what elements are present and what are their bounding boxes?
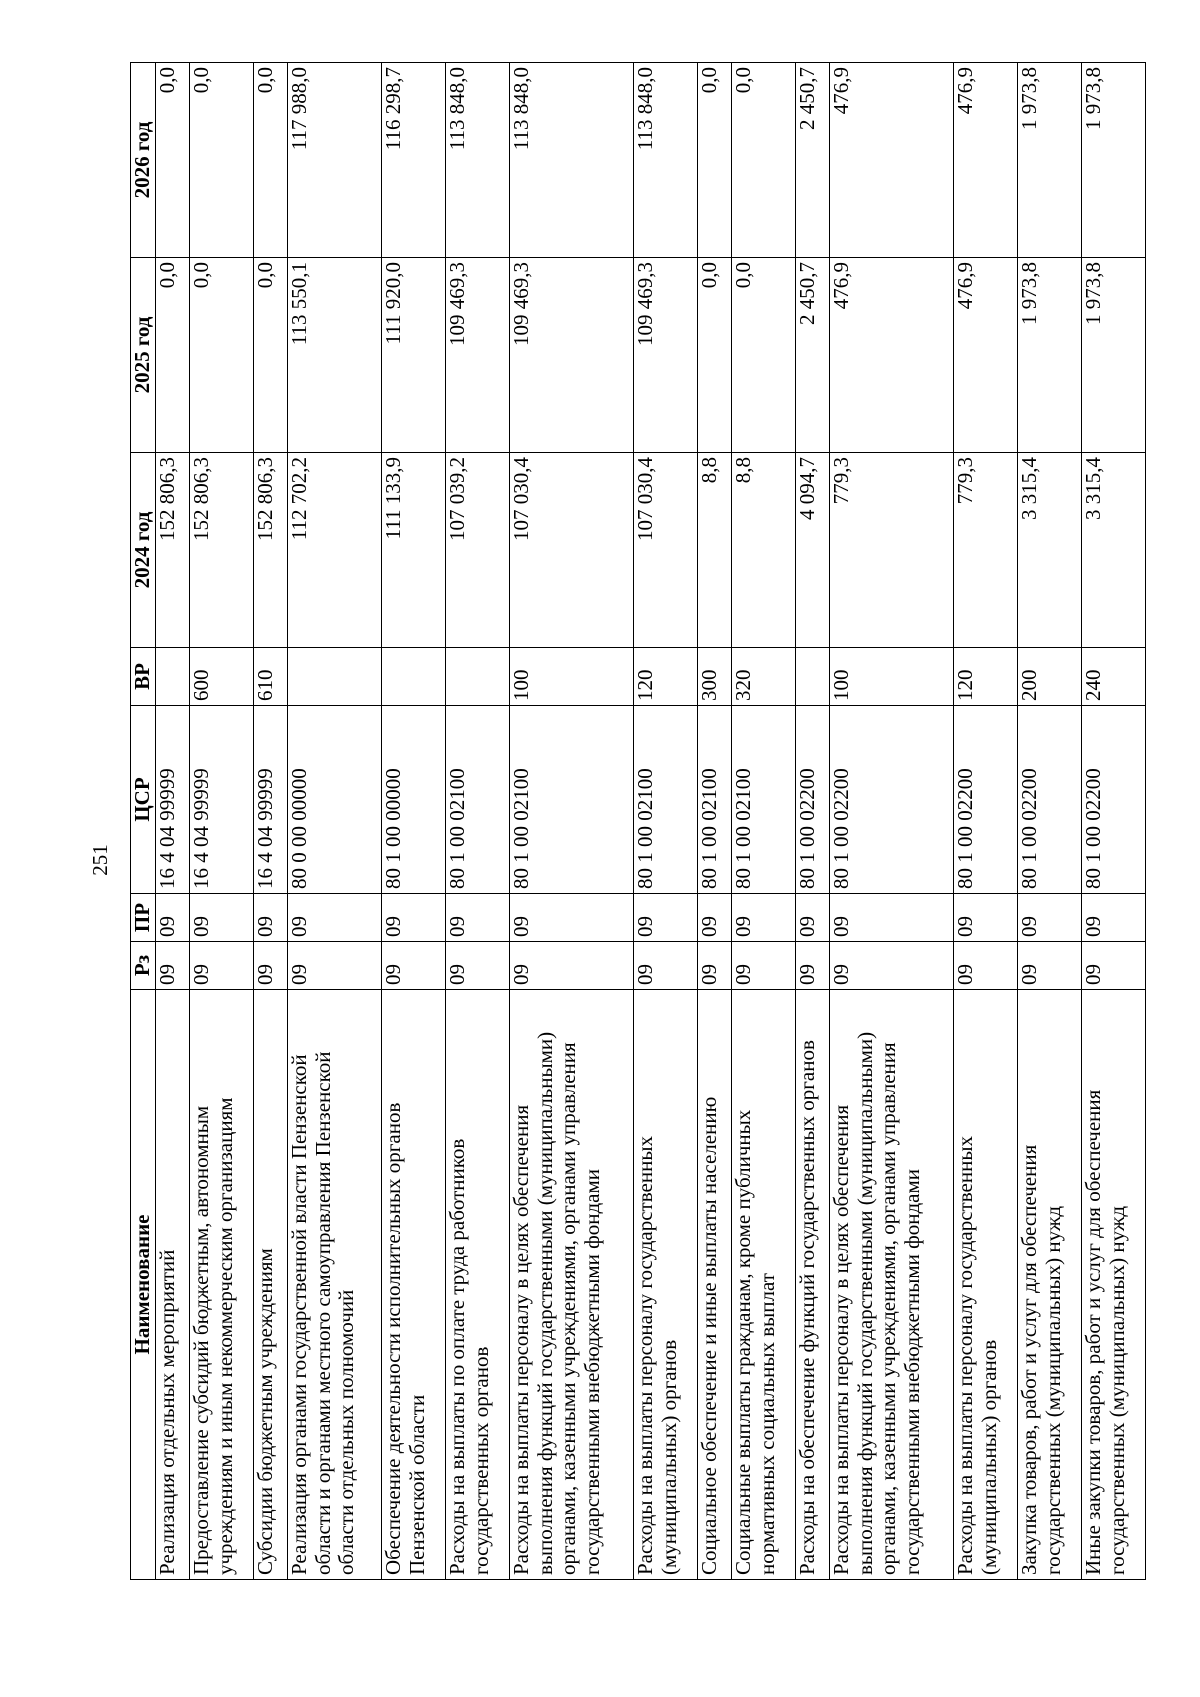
table-row [1018,63,1082,1580]
cell-2026: 117 988,0 [288,63,382,258]
cell-name: Расходы на выплаты по оплате труда работников государственных органов [446,990,510,1580]
cell-2026: 0,0 [190,63,254,258]
budget-table-container [130,62,1129,1580]
cell-2024: 111 133,9 [382,453,446,648]
cell-2026: 113 848,0 [634,63,698,258]
table-row [156,63,190,1580]
cell-vr [796,648,830,706]
cell-2025: 111 920,0 [382,258,446,453]
cell-vr: 240 [1082,648,1146,706]
header-2025: 2025 год [131,258,156,453]
cell-rz: 09 [796,942,830,990]
cell-pr: 09 [254,894,288,942]
cell-2026: 0,0 [156,63,190,258]
cell-csr: 16 4 04 99999 [254,706,288,894]
header-pr: ПР [131,894,156,942]
cell-2024: 3 315,4 [1082,453,1146,648]
cell-2024: 8,8 [698,453,732,648]
cell-2025: 0,0 [254,258,288,453]
cell-rz: 09 [156,942,190,990]
cell-rz: 09 [288,942,382,990]
header-csr: ЦСР [131,706,156,894]
header-2024: 2024 год [131,453,156,648]
cell-pr: 09 [830,894,954,942]
cell-csr: 80 1 00 02200 [830,706,954,894]
cell-2024: 779,3 [830,453,954,648]
cell-rz: 09 [254,942,288,990]
cell-2025: 476,9 [830,258,954,453]
cell-csr: 80 1 00 00000 [382,706,446,894]
table-row [446,63,510,1580]
cell-rz: 09 [732,942,796,990]
cell-2026: 476,9 [954,63,1018,258]
table-row [954,63,1018,1580]
cell-pr: 09 [156,894,190,942]
header-name: Наименование [131,990,156,1580]
cell-name: Расходы на выплаты персоналу в целях обеспечения выполнения функций государственными (муниципальными) органами, казенными учреждениями, органами управления государственными внебюджетными фондами [510,990,634,1580]
cell-pr: 09 [954,894,1018,942]
cell-name: Обеспечение деятельности исполнительных органов Пензенской области [382,990,446,1580]
cell-2026: 116 298,7 [382,63,446,258]
header-vr: ВР [131,648,156,706]
cell-2024: 152 806,3 [254,453,288,648]
cell-pr: 09 [634,894,698,942]
cell-pr: 09 [1082,894,1146,942]
table-row [732,63,796,1580]
cell-rz: 09 [1082,942,1146,990]
cell-2025: 109 469,3 [446,258,510,453]
cell-name: Социальное обеспечение и иные выплаты населению [698,990,732,1580]
cell-pr: 09 [382,894,446,942]
cell-pr: 09 [732,894,796,942]
table-row [830,63,954,1580]
cell-vr: 120 [634,648,698,706]
cell-rz: 09 [830,942,954,990]
cell-2024: 107 030,4 [634,453,698,648]
cell-2025: 0,0 [190,258,254,453]
cell-rz: 09 [446,942,510,990]
table-row [254,63,288,1580]
table-row [1082,63,1146,1580]
cell-csr: 80 1 00 02100 [510,706,634,894]
cell-csr: 16 4 04 99999 [156,706,190,894]
cell-2025: 109 469,3 [510,258,634,453]
cell-csr: 80 1 00 02200 [954,706,1018,894]
cell-2026: 0,0 [732,63,796,258]
cell-vr: 600 [190,648,254,706]
cell-vr [156,648,190,706]
cell-name: Субсидии бюджетным учреждениям [254,990,288,1580]
cell-name: Иные закупки товаров, работ и услуг для обеспечения государственных (муниципальных) нужд [1082,990,1146,1580]
cell-vr: 100 [830,648,954,706]
cell-2026: 1 973,8 [1018,63,1082,258]
cell-2025: 476,9 [954,258,1018,453]
cell-vr: 300 [698,648,732,706]
cell-vr: 100 [510,648,634,706]
cell-2024: 4 094,7 [796,453,830,648]
cell-vr: 120 [954,648,1018,706]
cell-vr: 610 [254,648,288,706]
table-row [288,63,382,1580]
cell-2025: 2 450,7 [796,258,830,453]
cell-vr: 320 [732,648,796,706]
page-number: 251 [87,844,112,876]
cell-2024: 112 702,2 [288,453,382,648]
cell-name: Реализация органами государственной власти Пензенской области и органами местного самоуправления Пензенской области отдельных полномочий [288,990,382,1580]
cell-2026: 476,9 [830,63,954,258]
cell-2025: 0,0 [156,258,190,453]
cell-2026: 113 848,0 [510,63,634,258]
cell-vr [446,648,510,706]
cell-csr: 80 1 00 02200 [1018,706,1082,894]
table-body [156,63,1146,1580]
cell-2024: 8,8 [732,453,796,648]
cell-2024: 107 030,4 [510,453,634,648]
header-2026: 2026 год [131,63,156,258]
cell-pr: 09 [1018,894,1082,942]
table-row [190,63,254,1580]
cell-name: Социальные выплаты гражданам, кроме публичных нормативных социальных выплат [732,990,796,1580]
cell-2024: 3 315,4 [1018,453,1082,648]
cell-2025: 113 550,1 [288,258,382,453]
cell-name: Расходы на выплаты персоналу государственных (муниципальных) органов [954,990,1018,1580]
cell-2025: 1 973,8 [1018,258,1082,453]
cell-csr: 80 0 00 00000 [288,706,382,894]
cell-2024: 779,3 [954,453,1018,648]
cell-rz: 09 [634,942,698,990]
cell-pr: 09 [510,894,634,942]
cell-csr: 80 1 00 02200 [1082,706,1146,894]
cell-pr: 09 [796,894,830,942]
header-rz: Рз [131,942,156,990]
table-row [382,63,446,1580]
table-header-row [131,63,156,1580]
cell-csr: 80 1 00 02200 [796,706,830,894]
cell-csr: 80 1 00 02100 [698,706,732,894]
table-row [698,63,732,1580]
cell-vr: 200 [1018,648,1082,706]
cell-pr: 09 [288,894,382,942]
table-row [510,63,634,1580]
cell-rz: 09 [510,942,634,990]
cell-pr: 09 [446,894,510,942]
cell-name: Расходы на выплаты персоналу в целях обеспечения выполнения функций государственными (муниципальными) органами, казенными учреждениями, органами управления государственными внебюджетными фондами [830,990,954,1580]
cell-csr: 80 1 00 02100 [732,706,796,894]
cell-2025: 109 469,3 [634,258,698,453]
cell-2026: 1 973,8 [1082,63,1146,258]
cell-name: Предоставление субсидий бюджетным, автономным учреждениям и иным некоммерческим организациям [190,990,254,1580]
cell-2026: 0,0 [698,63,732,258]
cell-2024: 152 806,3 [190,453,254,648]
cell-name: Расходы на обеспечение функций государственных органов [796,990,830,1580]
budget-table [130,62,1146,1580]
cell-name: Закупка товаров, работ и услуг для обеспечения государственных (муниципальных) нужд [1018,990,1082,1580]
cell-2026: 0,0 [254,63,288,258]
cell-rz: 09 [954,942,1018,990]
cell-csr: 80 1 00 02100 [634,706,698,894]
cell-name: Расходы на выплаты персоналу государственных (муниципальных) органов [634,990,698,1580]
cell-2024: 152 806,3 [156,453,190,648]
cell-2026: 2 450,7 [796,63,830,258]
cell-rz: 09 [382,942,446,990]
cell-2024: 107 039,2 [446,453,510,648]
table-row [796,63,830,1580]
cell-rz: 09 [1018,942,1082,990]
cell-rz: 09 [698,942,732,990]
cell-vr [288,648,382,706]
cell-2025: 0,0 [732,258,796,453]
cell-name: Реализация отдельных мероприятий [156,990,190,1580]
table-row [634,63,698,1580]
cell-csr: 16 4 04 99999 [190,706,254,894]
cell-rz: 09 [190,942,254,990]
cell-pr: 09 [698,894,732,942]
cell-2025: 1 973,8 [1082,258,1146,453]
cell-2025: 0,0 [698,258,732,453]
cell-pr: 09 [190,894,254,942]
cell-csr: 80 1 00 02100 [446,706,510,894]
cell-vr [382,648,446,706]
cell-2026: 113 848,0 [446,63,510,258]
